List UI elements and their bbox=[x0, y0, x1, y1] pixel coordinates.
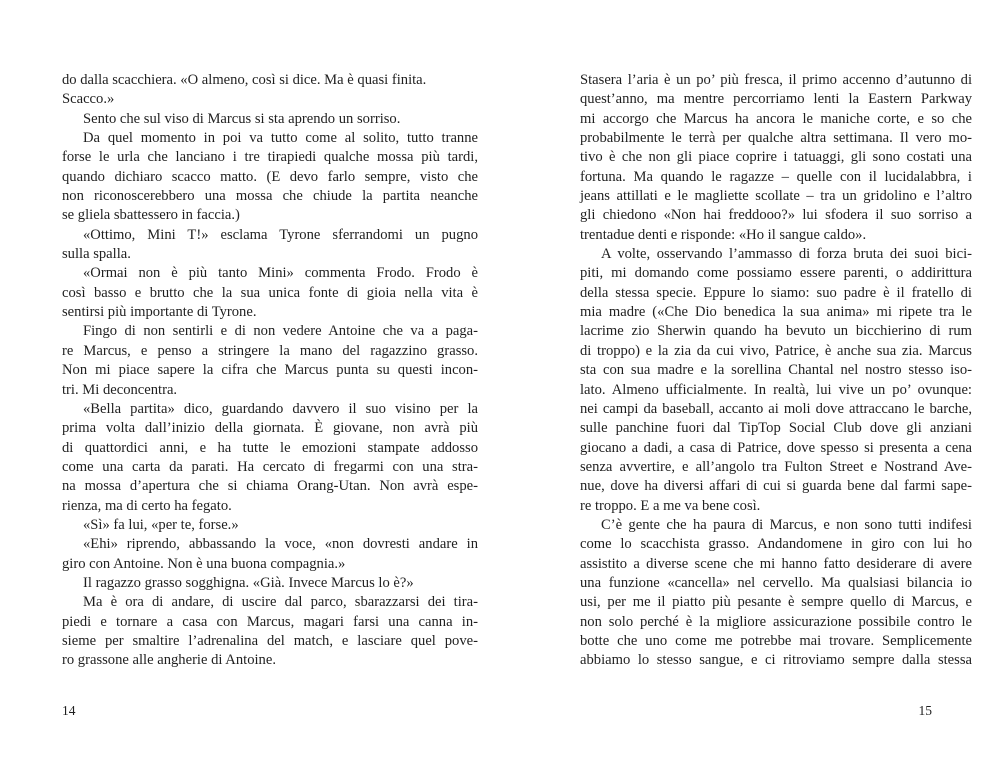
text-line: una funzione «cancella» nel cervello. Ma qualsiasi bilancia io bbox=[580, 574, 972, 591]
paragraph bbox=[62, 516, 478, 535]
text-line: mia madre («Che Dio benedica la sua anima» mi ripete tra le bbox=[580, 304, 972, 321]
text-line: forse le urla che lanciano i tre tirapiedi qualche mossa più tardi, bbox=[62, 149, 478, 166]
paragraph bbox=[62, 400, 478, 516]
text-line: trentadue denti e risponde: «Ho il sangue caldo». bbox=[580, 226, 867, 243]
text-line: Scacco.» bbox=[62, 91, 115, 108]
text-line: Non mi piace sapere la cifra che Marcus punta su questi incon- bbox=[62, 362, 478, 379]
text-line: «Ottimo, Mini T!» esclama Tyrone sferrandomi un pugno bbox=[83, 226, 478, 243]
text-line: botte che uno come me potrebbe mai trovare. Semplicemente bbox=[580, 632, 972, 649]
text-line: senza avvertire, e all’angolo tra Fulton Street e Nostrand Ave- bbox=[580, 458, 972, 475]
text-line: C’è gente che ha paura di Marcus, e non sono tutti indifesi bbox=[601, 516, 972, 533]
paragraph bbox=[580, 516, 972, 671]
text-line: abbiamo lo stesso sangue, e ci ritroviamo sempre dalla stessa bbox=[580, 652, 972, 669]
text-line: tri. Mi deconcentra. bbox=[62, 381, 178, 398]
text-line: non riconoscerebbero una mossa che chiude la partita neanche bbox=[62, 188, 478, 205]
text-line: di quattordici anni, e ha tutte le emozioni stampate addosso bbox=[62, 439, 478, 456]
paragraph bbox=[62, 129, 478, 226]
text-line: lato. Almeno ufficialmente. In realtà, lui vive un po’ ovunque: bbox=[580, 381, 972, 398]
page-number-left: 14 bbox=[62, 703, 76, 718]
text-line: lacrime zio Sherwin quando ha bevuto un bicchierino di rum bbox=[580, 323, 972, 340]
paragraph bbox=[62, 574, 478, 593]
paragraph bbox=[62, 71, 478, 110]
text-line: della stessa specie. Eppure lo siamo: suo padre è il fratello di bbox=[580, 284, 972, 301]
text-line: giro con Antoine. Non è una buona compagnia.» bbox=[62, 555, 346, 572]
text-line: sta con sua madre e la sorellina Chantal nel nostro stesso iso- bbox=[580, 362, 972, 379]
text-line: ro grassone alle angherie di Antoine. bbox=[62, 652, 276, 669]
text-line: non solo perché è la migliore assicurazione possibile contro le bbox=[580, 613, 972, 630]
text-line: «Ormai non è più tanto Mini» commenta Frodo. Frodo è bbox=[83, 265, 478, 282]
text-line: Da quel momento in poi va tutto come al solito, tutto tranne bbox=[83, 130, 478, 147]
text-line: tivo è che non gli piace coprire i tatuaggi, gli sono costati una bbox=[580, 149, 972, 166]
text-line: jeans attillati e le magliette scollate – tra un gridolino e l’altro bbox=[580, 188, 972, 205]
text-line: «Ehi» riprendo, abbassando la voce, «non dovresti andare in bbox=[83, 536, 478, 553]
text-line: prima volta dall’inizio della giornata. È giovane, non avrà più bbox=[62, 420, 478, 437]
text-line: do dalla scacchiera. «O almeno, così si dice. Ma è quasi finita. bbox=[62, 72, 427, 88]
text-line: piti, mi domando come possiamo essere parenti, o addirittura bbox=[580, 265, 972, 282]
paragraph bbox=[62, 593, 478, 670]
text-line: usi, per me il piatto più pesante è sempre quello di Marcus, e bbox=[580, 594, 972, 611]
page-right-text-column bbox=[580, 71, 972, 671]
text-line: quando dichiaro scacco matto. (E devo farlo sempre, visto che bbox=[62, 168, 478, 185]
text-line: come una carta da parati. Ha cercato di fregarmi con una stra- bbox=[62, 458, 478, 475]
paragraph bbox=[580, 71, 972, 245]
text-line: «Sì» fa lui, «per te, forse.» bbox=[83, 516, 239, 533]
text-line: «Bella partita» dico, guardando davvero il suo visino per la bbox=[83, 400, 478, 417]
text-line: quest’anno, ma mentre percorriamo lenti la Eastern Parkway bbox=[580, 91, 972, 108]
text-line: Ma è ora di andare, di uscire dal parco, sbarazzarsi dei tira- bbox=[83, 594, 478, 611]
page-number-right: 15 bbox=[918, 703, 932, 718]
text-line: sulle panchine fuori dal TipTop Social Club dove gli anziani bbox=[580, 420, 972, 437]
text-line: mi accorgo che Marcus ha ancora le maniche corte, e so che bbox=[580, 110, 972, 127]
paragraph bbox=[62, 226, 478, 265]
text-line: sieme per smaltire l’adrenalina del match, e lasciare quel pove- bbox=[62, 632, 478, 649]
text-line: così basso e brutto che la sua unica fonte di gioia nella vita è bbox=[62, 284, 478, 301]
text-line: Stasera l’aria è un po’ più fresca, il primo accenno d’autunno di bbox=[580, 72, 972, 88]
text-line: Il ragazzo grasso sogghigna. «Già. Invece Marcus lo è?» bbox=[83, 574, 414, 591]
paragraph bbox=[62, 535, 478, 574]
text-line: rienza, ma di certo ha fegato. bbox=[62, 497, 232, 514]
text-line: piedi e tornare a casa con Marcus, magari farsi una canna in- bbox=[62, 613, 478, 630]
paragraph bbox=[62, 264, 478, 322]
page-left-text-column bbox=[62, 71, 478, 671]
paragraph bbox=[62, 110, 478, 129]
text-line: gli chiedono «Non hai freddooo?» lui sfodera il suo sorriso a bbox=[580, 207, 972, 224]
text-line: probabilmente le terrà per qualche altra settimana. Il vero mo- bbox=[580, 130, 972, 147]
text-line: re Marcus, e penso a stringere la mano del ragazzino grasso. bbox=[62, 342, 478, 359]
text-line: nei campi da baseball, accanto ai moli dove attraccano le barche, bbox=[580, 400, 972, 417]
text-line: se gliela sbattessero in faccia.) bbox=[62, 207, 240, 224]
text-line: di troppo) e la zia da cui vivo, Patrice, è anche sua zia. Marcus bbox=[580, 342, 972, 359]
text-line: na mossa d’apertura che si chiama Orang-Utan. Non avrà espe- bbox=[62, 478, 478, 495]
text-line: Sento che sul viso di Marcus si sta aprendo un sorriso. bbox=[83, 110, 401, 127]
text-line: nue, dove ha diversi affari di cui si guarda bene dal farmi sape- bbox=[580, 478, 972, 495]
text-line: sentirsi più importante di Tyrone. bbox=[62, 304, 257, 321]
text-line: assistito a diverse scene che mi hanno fatto desiderare di avere bbox=[580, 555, 972, 572]
text-line: Fingo di non sentirli e di non vedere Antoine che va a paga- bbox=[83, 323, 478, 340]
text-line: sulla spalla. bbox=[62, 246, 131, 263]
text-line: fortuna. Ma quando le ragazze – quelle con il lucidalabbra, i bbox=[580, 168, 972, 185]
text-line: A volte, osservando l’ammasso di forza bruta dei suoi bici- bbox=[601, 246, 972, 263]
paragraph bbox=[580, 245, 972, 516]
text-line: re troppo. E a me va bene così. bbox=[580, 497, 761, 514]
paragraph bbox=[62, 322, 478, 399]
text-line: come lo scacchista grasso. Andandomene in giro con lui ho bbox=[580, 536, 972, 553]
text-line: giocano a dadi, a casa di Patrice, dove spesso si presenta a cena bbox=[580, 439, 972, 456]
